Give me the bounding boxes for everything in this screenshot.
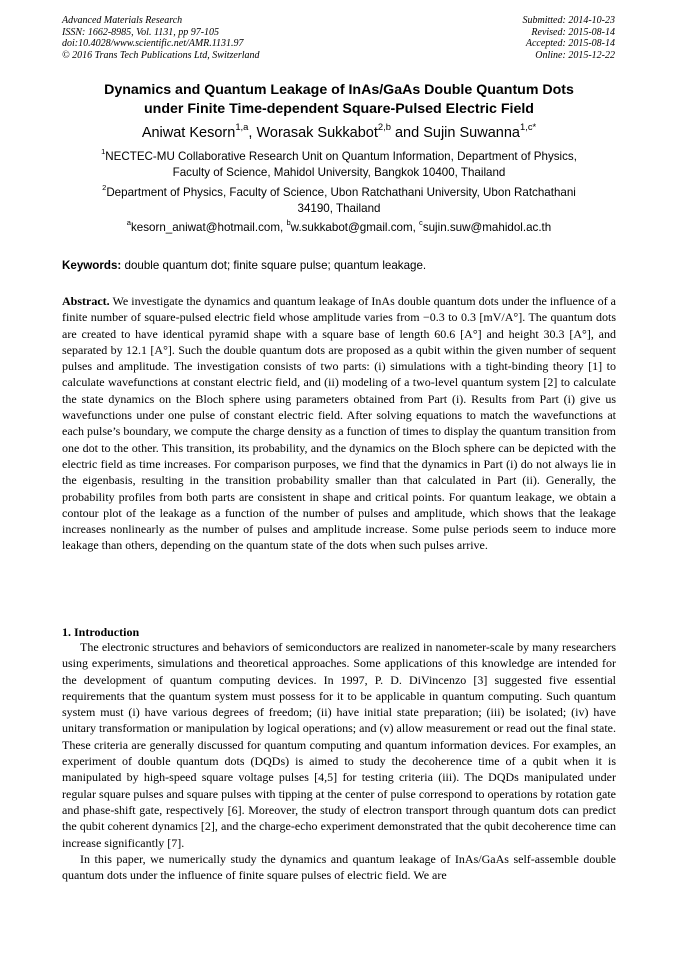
- email-link[interactable]: w.sukkabot@gmail.com,: [290, 221, 420, 234]
- author-separator: ,: [248, 125, 257, 141]
- email-link[interactable]: kesorn_aniwat@hotmail.com,: [130, 221, 287, 234]
- keywords: [62, 258, 616, 273]
- email-mark: b: [286, 218, 291, 228]
- author-affiliation-mark: 2,b: [377, 121, 391, 133]
- author-list: [62, 121, 616, 142]
- affiliation-text: Faculty of Science, Mahidol University, Bangkok 10400, Thailand: [172, 165, 506, 179]
- paragraph: In this paper, we numerically study the dynamics and quantum leakage of InAs/GaAs self-assemble double quantum dots under the influence of finite square pulses of electric field. We are: [62, 851, 616, 883]
- affiliation-2: [62, 185, 616, 216]
- author-affiliation-mark: 1,c*: [519, 121, 537, 133]
- affiliation-mark: 2: [102, 183, 107, 193]
- keywords-text: double quantum dot; finite square pulse; quantum leakage.: [121, 259, 427, 272]
- affiliation-mark: 1: [101, 147, 106, 157]
- email-link[interactable]: sujin.suw@mahidol.ac.th: [422, 221, 552, 234]
- paragraph: The electronic structures and behaviors of semiconductors are realized in nanometer-scale by many researchers using experiments, simulations and theoretical approaches. Some applications of this knowledge are intended for the development of quantum computing devices. In 1997, P. D. DiVincenzo [3] suggested five essential requirements that the quantum system must possess for it to be applicable in quantum computing. Such quantum system must (i) have various degrees of freedom; (ii) have initial state preparation; (iii) be isolated; (iv) have unitary transformation or manipulation by logical operations; and (v) allow measurement or read out the final state. These criteria are generally discussed for quantum computing and quantum information devices. For examples, an experiment of double quantum dots (DQDs) is aimed to study the decoherence time of a qubit when it is manipulated by high-speed square voltage pulses [4,5] for testing criteria (iii). The DQDs manipulated under regular square pulses and square pulses with tipping at the center of pulse correspond to operations by rotation gate and phase-shift gate, respectively [6]. Moreover, the study of electron transport through quantum dots can predict the qubit coherent dynamics [2], and the charge-echo experiment demonstrated that the qubit decoherence time can increase significantly [7].: [62, 640, 616, 850]
- author-name: Aniwat Kesorn: [141, 125, 236, 141]
- doi-line[interactable]: doi:10.4028/www.scientific.net/AMR.1131.97: [62, 38, 244, 49]
- copyright-line: © 2016 Trans Tech Publications Ltd, Switzerland: [62, 49, 260, 61]
- affiliation-text: Department of Physics, Faculty of Science, Ubon Ratchathani University, Ubon Ratchathani: [106, 186, 576, 199]
- abstract-label: Abstract.: [62, 294, 110, 308]
- author-emails: [62, 220, 616, 235]
- paper-title: [62, 81, 616, 119]
- author-name: Sujin Suwanna: [423, 125, 520, 141]
- affiliation-1: [62, 149, 616, 180]
- section-heading-introduction: 1. Introduction: [62, 625, 140, 639]
- email-mark: a: [126, 218, 131, 228]
- introduction-body: [62, 639, 616, 883]
- submitted-date: Submitted: 2014-10-23: [522, 15, 615, 26]
- title-line-1: Dynamics and Quantum Leakage of InAs/GaAs Double Quantum Dots: [104, 82, 574, 98]
- author-name: Worasak Sukkabot: [256, 125, 378, 141]
- author-affiliation-mark: 1,a: [235, 121, 249, 133]
- online-date: Online: 2015-12-22: [535, 49, 615, 61]
- journal-header-right: [523, 15, 616, 61]
- abstract-text: We investigate the dynamics and quantum leakage of InAs double quantum dots under the influence of a finite number of square-pulsed electric field whose amplitude varies from −0.3 to 0.3 [mV/A°]. The quantum dots are created to have identical pyramid shape with a square base of length 60.6 [A°] and height 30.3 [A°], and separated by 12.1 [A°]. Such the double quantum dots are proposed as a qubit within the given number of sequent pulses and amplitude. The investigation consists of two parts: (i) simulations with a tight-binding theory [1] to calculate wavefunctions at constant electric field, and (ii) modeling of a two-level quantum system [2] to calculate the state dynamics on the Bloch sphere using parameters obtained from Part (i). Results from Part (i) give us wavefunctions under one pulse of constant electric field. After solving equations to match the wavefunctions at each pulse’s boundary, we compute the charge density as a function of times to display the quantum transition from one dot to the other. This transition, its probability, and the dynamics on the Bloch sphere can be depicted with the electric field as time increases. For comparison purposes, we find that the dynamics in Part (i) do not always lie in the eigenbasis, resulting in the transition probability smaller than that calculated in Part (ii). Generally, the probability profiles from both parts are consistent in shape and critical points. For quantum leakage, we obtain a contour plot of the leakage as a function of the number of pulses and amplitude, which shows that the leakage increases nonlinearly as the number of pulses and amplitude increase. Some pulse periods seem to induce more leakage than others, depending on the quantum state of the dots when such pulses arrive.: [62, 294, 616, 553]
- author-separator: and: [390, 125, 424, 141]
- journal-header-left: [62, 15, 260, 61]
- email-mark: c: [419, 218, 423, 228]
- title-line-2: under Finite Time-dependent Square-Pulsed Electric Field: [144, 101, 534, 117]
- affiliation-text: 34190, Thailand: [297, 201, 381, 215]
- journal-name: Advanced Materials Research: [62, 15, 183, 26]
- revised-date: Revised: 2015-08-14: [531, 26, 615, 38]
- accepted-date: Accepted: 2015-08-14: [525, 38, 615, 49]
- keywords-label: Keywords:: [62, 259, 122, 272]
- issn-line: ISSN: 1662-8985, Vol. 1131, pp 97-105: [62, 26, 220, 38]
- abstract: [62, 293, 616, 554]
- affiliation-text: NECTEC-MU Collaborative Research Unit on Quantum Information, Department of Physics,: [105, 150, 577, 163]
